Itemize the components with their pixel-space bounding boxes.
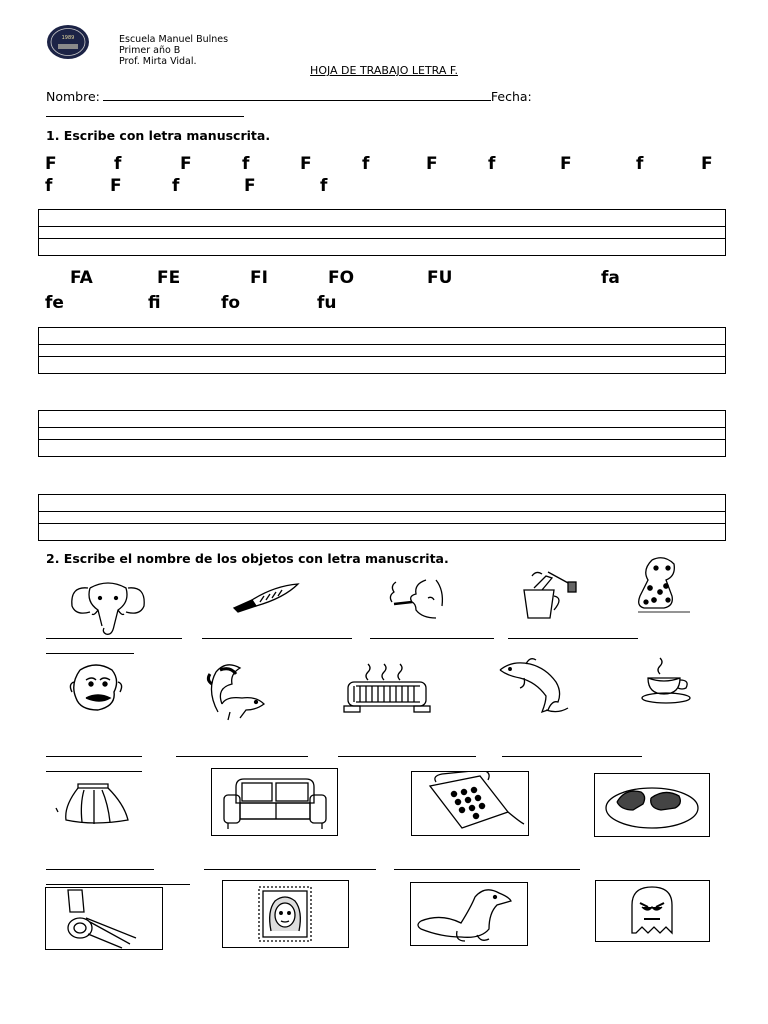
syllable: FE xyxy=(157,268,181,288)
seal-image xyxy=(410,882,528,946)
telephone-image xyxy=(411,771,529,836)
section1-instruction: 1. Escribe con letra manuscrita. xyxy=(46,128,271,143)
letter: f xyxy=(320,176,328,196)
skunk-image xyxy=(196,660,266,722)
answer-blank[interactable] xyxy=(370,638,494,639)
letter: f xyxy=(488,154,496,174)
sofa-image xyxy=(211,768,338,836)
answer-blank[interactable] xyxy=(502,756,642,757)
syllable: FU xyxy=(427,268,453,288)
syllable: FI xyxy=(250,268,268,288)
syllable: fa xyxy=(601,268,620,288)
answer-blank[interactable] xyxy=(46,653,134,654)
section2-instruction: 2. Escribe el nombre de los objetos con letra manuscrita. xyxy=(46,551,449,566)
photo-portrait-image xyxy=(222,880,349,948)
letter: f xyxy=(362,154,370,174)
answer-blank[interactable] xyxy=(202,638,352,639)
heater-image xyxy=(342,662,432,714)
answer-blank[interactable] xyxy=(204,869,376,870)
answer-blank[interactable] xyxy=(338,756,476,757)
writing-lines-2[interactable] xyxy=(38,327,726,374)
date-label: Fecha: xyxy=(490,89,532,104)
letter: F xyxy=(300,154,312,174)
school-logo xyxy=(46,24,90,60)
school-name: Escuela Manuel Bulnes xyxy=(119,34,229,45)
answer-blank[interactable] xyxy=(176,756,308,757)
name-field[interactable] xyxy=(103,89,491,101)
writing-lines-4[interactable] xyxy=(38,494,726,541)
writing-lines-3[interactable] xyxy=(38,410,726,457)
monkey-image xyxy=(66,662,128,714)
name-date-line xyxy=(46,89,532,104)
school-info xyxy=(119,34,228,67)
syllable: fi xyxy=(148,293,161,313)
syllable: fu xyxy=(317,293,337,313)
answer-blank[interactable] xyxy=(46,756,142,757)
flashlight-image xyxy=(45,887,163,950)
teacher: Prof. Mirta Vidal. xyxy=(119,56,197,67)
letter: f xyxy=(172,176,180,196)
name-label: Nombre: xyxy=(46,89,100,104)
writing-lines-1[interactable] xyxy=(38,209,726,256)
tea-cup-image xyxy=(518,568,580,622)
grade: Primer año B xyxy=(119,45,181,56)
date-field[interactable] xyxy=(46,116,244,117)
letter: F xyxy=(45,154,57,174)
coffee-cup-image xyxy=(640,656,694,706)
answer-blank[interactable] xyxy=(46,638,182,639)
letter: F xyxy=(180,154,192,174)
ghost-image xyxy=(595,880,710,942)
answer-blank[interactable] xyxy=(46,884,190,885)
letter: f xyxy=(242,154,250,174)
skirt-image xyxy=(54,780,134,826)
answer-blank[interactable] xyxy=(46,771,142,772)
letter: F xyxy=(244,176,256,196)
leopard-image xyxy=(634,556,692,618)
answer-blank[interactable] xyxy=(508,638,638,639)
syllable: fo xyxy=(221,293,241,313)
letter: f xyxy=(114,154,122,174)
answer-blank[interactable] xyxy=(46,869,154,870)
syllable: fe xyxy=(45,293,64,313)
letter: F xyxy=(560,154,572,174)
steak-image xyxy=(594,773,710,837)
letter: F xyxy=(426,154,438,174)
smoking-man-image xyxy=(386,576,446,622)
elephant-image xyxy=(68,576,148,640)
letter: F xyxy=(110,176,122,196)
dolphin-image xyxy=(496,656,576,716)
worksheet-title: HOJA DE TRABAJO LETRA F. xyxy=(310,64,458,77)
letter: F xyxy=(701,154,713,174)
svg-text:1989: 1989 xyxy=(61,35,75,41)
letter: f xyxy=(45,176,53,196)
syllable: FO xyxy=(328,268,355,288)
syllable: FA xyxy=(70,268,93,288)
knife-image xyxy=(230,580,300,614)
answer-blank[interactable] xyxy=(394,869,580,870)
letter: f xyxy=(636,154,644,174)
